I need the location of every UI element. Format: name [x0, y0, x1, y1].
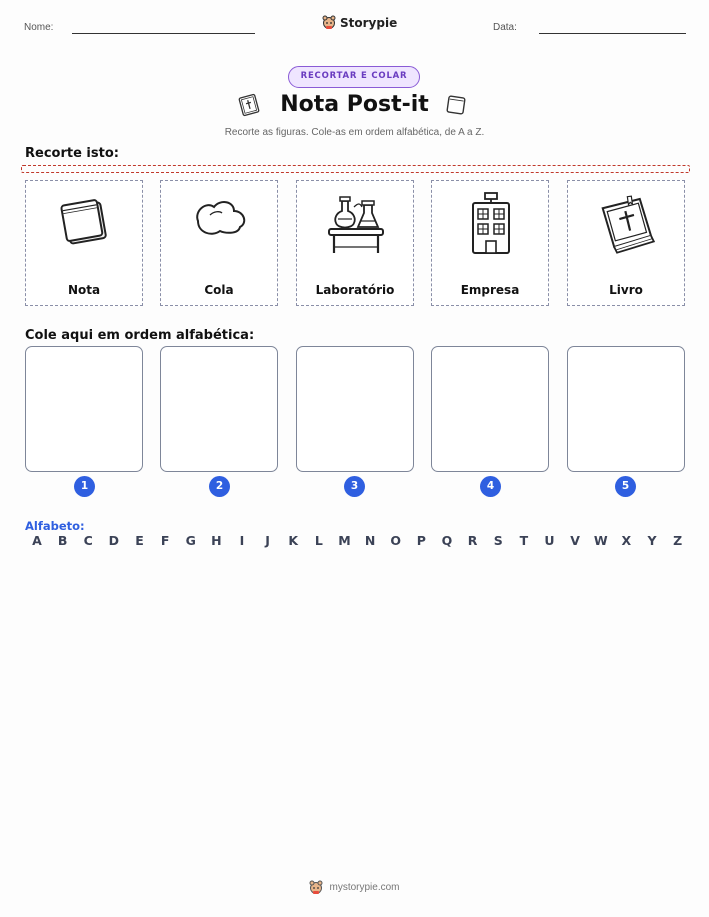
title-row — [0, 92, 709, 122]
alphabet-letter: S — [493, 533, 503, 548]
slot-number-5: 5 — [615, 476, 636, 497]
alphabet-letter: N — [364, 533, 376, 548]
alphabet-letter: U — [544, 533, 555, 548]
card-label: Nota — [67, 283, 101, 297]
cut-card-cola[interactable] — [160, 180, 278, 306]
paste-slot-4[interactable] — [431, 346, 549, 472]
alphabet-letter: C — [83, 533, 93, 548]
alphabet-letter: L — [314, 533, 323, 548]
alphabet-letter: T — [519, 533, 529, 548]
alphabet-letter: M — [338, 533, 351, 548]
alphabet-letter: P — [416, 533, 426, 548]
card-label: Livro — [609, 283, 643, 297]
card-label: Empresa — [460, 283, 520, 297]
alphabet-letter: H — [211, 533, 222, 548]
brand-name: Storypie — [340, 15, 398, 30]
paste-heading: Cole aqui em ordem alfabética: — [25, 328, 255, 343]
office-building-icon — [461, 191, 521, 257]
paste-slot-3[interactable] — [296, 346, 414, 472]
cut-card-nota[interactable] — [25, 180, 143, 306]
alphabet-row — [25, 533, 690, 548]
alphabet-letter: A — [32, 533, 42, 548]
alphabet-letter: R — [467, 533, 478, 548]
alphabet-letter: F — [160, 533, 170, 548]
alphabet-letter: J — [265, 533, 270, 548]
storypie-mascot-icon — [322, 15, 336, 30]
footer — [0, 880, 709, 895]
alphabet-heading: Alfabeto: — [25, 519, 85, 533]
alphabet-letter: G — [185, 533, 196, 548]
paste-slot-1[interactable] — [25, 346, 143, 472]
book-icon — [597, 191, 657, 255]
instructions: Recorte as figuras. Cole-as em ordem alfabética, de A a Z. — [224, 127, 485, 138]
date-line — [539, 33, 686, 34]
slot-number-4: 4 — [480, 476, 501, 497]
page-title: Nota Post-it — [280, 92, 429, 117]
alphabet-letter: O — [390, 533, 402, 548]
alphabet-letter: E — [135, 533, 144, 548]
sticky-note-icon — [55, 191, 115, 251]
sticky-note-icon — [444, 93, 468, 117]
alphabet-letter: Z — [673, 533, 683, 548]
cut-card-empresa[interactable] — [431, 180, 549, 306]
paste-slot-5[interactable] — [567, 346, 685, 472]
card-label: Laboratório — [315, 283, 395, 297]
alphabet-letter: Q — [441, 533, 453, 548]
alphabet-letter: Y — [647, 533, 657, 548]
footer-site: mystorypie.com — [329, 882, 400, 893]
alphabet-letter: K — [288, 533, 299, 548]
slot-number-2: 2 — [209, 476, 230, 497]
slot-number-1: 1 — [74, 476, 95, 497]
slot-number-3: 3 — [344, 476, 365, 497]
cut-heading: Recorte isto: — [25, 146, 119, 161]
activity-badge: RECORTAR E COLAR — [288, 66, 420, 88]
brand-logo — [322, 15, 397, 30]
laboratory-icon — [326, 191, 386, 257]
alphabet-letter: I — [239, 533, 245, 548]
alphabet-letter: D — [108, 533, 120, 548]
card-label: Cola — [204, 283, 234, 297]
date-label: Data: — [493, 22, 517, 33]
cut-card-laboratorio[interactable] — [296, 180, 414, 306]
glue-blob-icon — [190, 191, 250, 251]
worksheet-header — [0, 14, 709, 40]
cut-line — [21, 165, 690, 173]
storypie-mascot-icon — [309, 880, 323, 895]
alphabet-letter: B — [57, 533, 68, 548]
alphabet-letter: V — [570, 533, 580, 548]
cut-card-livro[interactable] — [567, 180, 685, 306]
alphabet-letter: W — [593, 533, 608, 548]
name-line — [72, 33, 255, 34]
name-label: Nome: — [24, 22, 54, 33]
alphabet-letter: X — [621, 533, 632, 548]
paste-slot-2[interactable] — [160, 346, 278, 472]
